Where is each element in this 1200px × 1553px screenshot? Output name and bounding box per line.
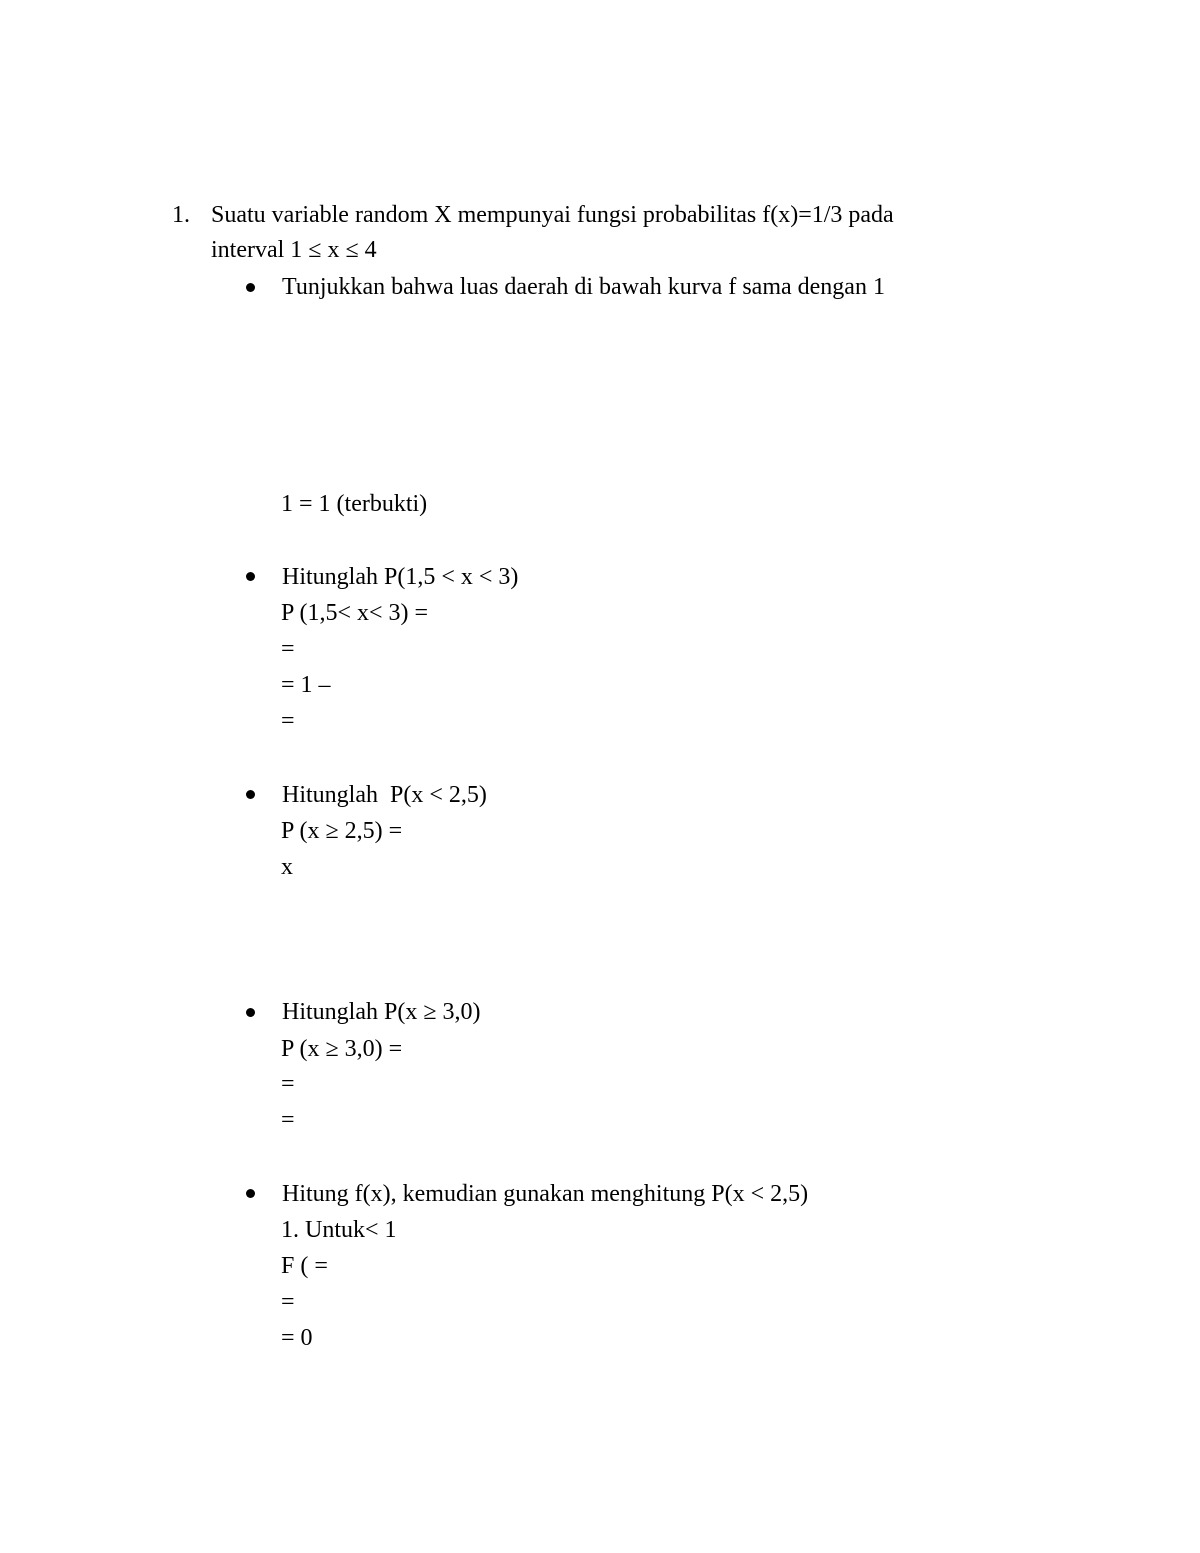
item-2-line-3: = 1 – — [281, 672, 331, 698]
bullet-icon — [246, 283, 255, 292]
item-4-title: Hitunglah P(x ≥ 3,0) — [282, 999, 481, 1025]
item-2-title: Hitunglah P(1,5 < x < 3) — [282, 564, 519, 590]
item-5-line-3: = — [281, 1289, 295, 1315]
bullet-icon — [246, 1189, 255, 1198]
question-number: 1. — [172, 202, 190, 228]
bullet-icon — [246, 790, 255, 799]
item-4-line-1: P (x ≥ 3,0) = — [281, 1036, 403, 1062]
item-1-title: Tunjukkan bahwa luas daerah di bawah kurva f sama dengan 1 — [282, 274, 885, 300]
item-2-line-2: = — [281, 636, 295, 662]
item-5-line-1: 1. Untuk< 1 — [281, 1217, 397, 1243]
item-5-title: Hitung f(x), kemudian gunakan menghitung P(x < 2,5) — [282, 1181, 809, 1207]
item-1-line-1: 1 = 1 (terbukti) — [281, 491, 428, 517]
item-3-line-2: x — [281, 854, 293, 880]
question-text-line2: interval 1 ≤ x ≤ 4 — [211, 237, 377, 263]
item-4-line-2: = — [281, 1071, 295, 1097]
item-3-title: Hitunglah P(x < 2,5) — [282, 782, 487, 808]
item-3-line-1: P (x ≥ 2,5) = — [281, 818, 403, 844]
item-2-line-4: = — [281, 708, 295, 734]
bullet-icon — [246, 1008, 255, 1017]
item-5-line-4: = 0 — [281, 1325, 313, 1351]
question-text-line1: Suatu variable random X mempunyai fungsi probabilitas f(x)=1/3 pada — [211, 202, 894, 228]
bullet-icon — [246, 572, 255, 581]
item-2-line-1: P (1,5< x< 3) = — [281, 600, 429, 626]
item-5-line-2: F ( = — [281, 1253, 328, 1279]
item-4-line-3: = — [281, 1107, 295, 1133]
